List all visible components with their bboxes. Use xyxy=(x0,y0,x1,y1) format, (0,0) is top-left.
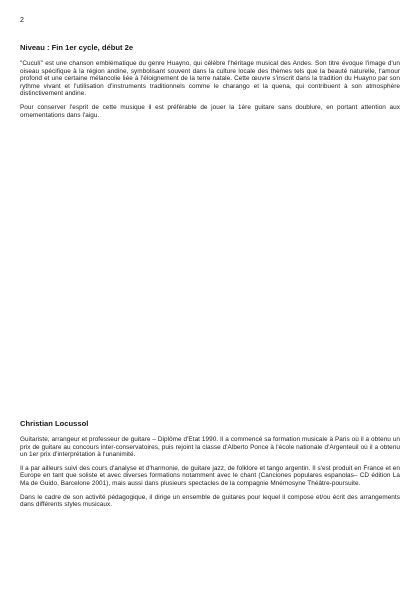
author-section xyxy=(20,419,400,515)
level-paragraph-description: "Cuculí" est une chanson emblématique du genre Huayno, qui célèbre l'héritage musical des Andes. Son titre évoque l'image d'un oiseau spécifique à la région andine, symbolisant souvent dans la culture locale des thèmes tels que la beauté naturelle, l'amour profond et une certaine mélancolie liée à l'éloignement de la terre natale. Cette œuvre s'inscrit dans la tradition du Huayno par son rythme vivant et l'utilisation d'instruments traditionnels comme le charango et la quena, qui contribuent à son atmosphère distinctivement andine. xyxy=(20,60,400,98)
author-paragraph-career: Il a par ailleurs suivi des cours d'analyse et d'harmonie, de guitare jazz, de folklore et tango argentin. Il s'est produit en France et en Europe en tant que soliste et avec diverses formations notamment avec le chant (Canciones populares espanolas– CD édition La Ma de Guido, Barcelone 2001), mais aussi dans plusieurs spectacles de la compagnie Mnémosyne Théâtre-poursuite. xyxy=(20,464,400,487)
level-section xyxy=(20,43,400,125)
page-number: 2 xyxy=(20,17,24,24)
level-heading: Niveau : Fin 1er cycle, début 2e xyxy=(20,43,134,52)
author-paragraph-teaching: Dans le cadre de son activité pédagogique, il dirige un ensemble de guitares pour lequel il compose et/ou écrit des arrangements dans différents styles musicaux. xyxy=(20,493,400,509)
author-paragraph-training: Guitariste, arrangeur et professeur de guitare – Diplôme d'Etat 1990. Il a commencé sa formation musicale à Paris où il a obtenu un prix de guitare au concours inter-conservatoires, puis rejoint la classe d'Alberto Ponce à l'école nationale d'Argenteuil où il a obtenu un 1er prix d'interprétation à l'unanimité. xyxy=(20,436,400,459)
author-heading: Christian Locussol xyxy=(20,419,89,428)
level-paragraph-advice: Pour conserver l'esprit de cette musique il est préférable de jouer la 1ère guitare sans doublure, en portant attention aux ornementations dans l'aigu. xyxy=(20,103,400,119)
